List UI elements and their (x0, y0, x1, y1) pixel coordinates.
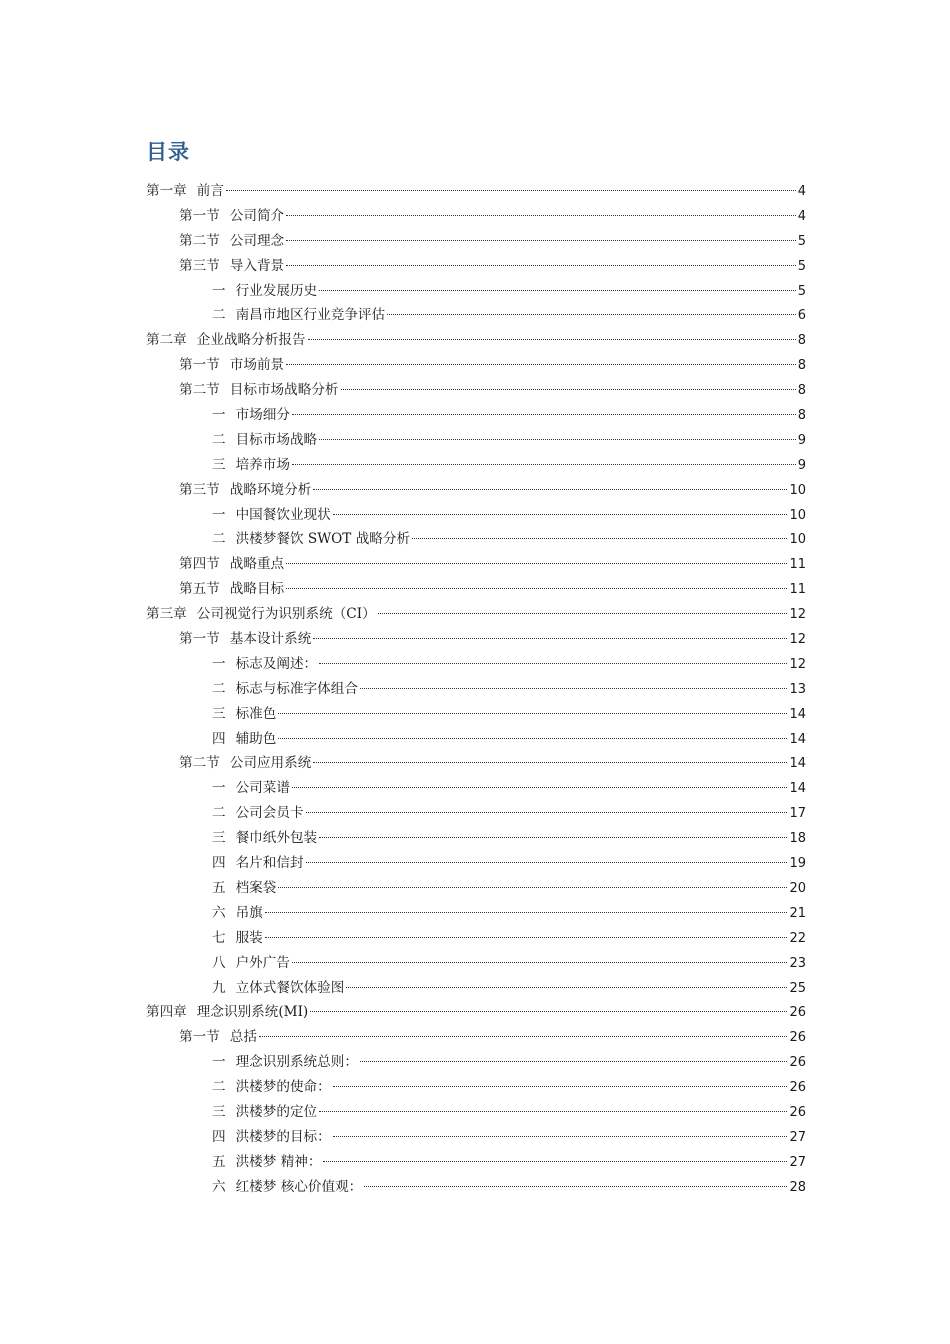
toc-entry-page: 8 (797, 408, 806, 424)
toc-entry[interactable] (146, 1125, 806, 1150)
toc-entry-page: 20 (789, 880, 806, 896)
toc-entry[interactable] (146, 926, 806, 951)
toc-entry-page: 5 (797, 233, 806, 249)
toc-entry-text: 服装 (235, 929, 263, 946)
toc-entry-text: 洪楼梦的目标： (235, 1128, 331, 1145)
dot-leader (286, 364, 796, 365)
toc-entry-number: 第二章 (146, 332, 187, 349)
toc-entry-number: 第三节 (179, 481, 220, 498)
toc-entry-text: 理念识别系统(MI) (196, 1004, 309, 1021)
dot-leader (265, 912, 788, 913)
dot-leader (306, 812, 788, 813)
dot-leader (364, 1186, 787, 1187)
toc-entry-number: 三 (212, 830, 226, 847)
toc-entry-text: 基本设计系统 (229, 631, 312, 648)
dot-leader (333, 514, 788, 515)
toc-entry-number: 第一章 (146, 183, 187, 199)
toc-entry-page: 19 (789, 856, 806, 872)
dot-leader (259, 1036, 787, 1037)
toc-entry-page: 21 (789, 905, 806, 921)
toc-entry-number: 第一节 (179, 1029, 220, 1046)
dot-leader (341, 389, 796, 390)
toc-entry[interactable] (146, 503, 806, 528)
dot-leader (333, 1086, 788, 1087)
dot-leader (313, 489, 787, 490)
dot-leader (378, 613, 788, 614)
dot-leader (308, 339, 796, 340)
toc-entry-text: 洪楼梦餐饮 SWOT 战略分析 (235, 531, 411, 548)
toc-entry-text: 目标市场战略 (235, 431, 318, 448)
toc-entry[interactable] (146, 702, 806, 727)
toc-entry-number: 第二节 (179, 232, 220, 249)
toc-entry-text: 战略环境分析 (229, 481, 312, 498)
toc-entry-text: 红楼梦 核心价值观： (235, 1178, 363, 1195)
dot-leader (265, 937, 788, 938)
toc-entry-number: 三 (212, 705, 226, 722)
toc-entry[interactable] (146, 229, 806, 254)
toc-entry-number: 六 (212, 904, 226, 921)
toc-entry-number: 四 (212, 730, 226, 747)
dot-leader (319, 1111, 787, 1112)
dot-leader (306, 862, 788, 863)
toc-entry-text: 标准色 (235, 705, 277, 722)
toc-entry[interactable] (146, 453, 806, 478)
toc-entry-number: 第一节 (179, 207, 220, 224)
dot-leader (278, 713, 787, 714)
toc-entry-text: 导入背景 (229, 257, 285, 274)
dot-leader (323, 1161, 787, 1162)
toc-entry[interactable] (146, 901, 806, 926)
toc-entry-text: 公司应用系统 (229, 755, 312, 772)
toc-entry-text: 培养市场 (235, 456, 290, 473)
toc-entry-text: 公司理念 (229, 232, 285, 249)
dot-leader (286, 265, 796, 266)
toc-entry[interactable] (146, 254, 806, 279)
dot-leader (292, 414, 796, 415)
toc-entry-number: 第三节 (179, 257, 220, 274)
toc-entry-number: 四 (212, 855, 226, 872)
toc-entry-page: 26 (789, 1030, 806, 1046)
toc-entry-page: 10 (789, 507, 806, 523)
toc-entry[interactable] (146, 478, 806, 503)
toc-entry[interactable] (146, 1150, 806, 1175)
toc-entry[interactable] (146, 677, 806, 702)
dot-leader (319, 837, 787, 838)
toc-entry[interactable] (146, 801, 806, 826)
toc-entry-number: 第二节 (179, 755, 220, 772)
toc-entry-text: 标志与标准字体组合 (235, 680, 358, 697)
toc-entry-page: 12 (789, 607, 806, 623)
toc-entry[interactable] (146, 279, 806, 304)
toc-entry-number: 第二节 (179, 382, 220, 399)
toc-entry-text: 立体式餐饮体验图 (235, 979, 345, 996)
toc-entry-number: 二 (212, 1079, 226, 1096)
dot-leader (292, 787, 787, 788)
toc-entry-text: 前言 (196, 183, 224, 199)
toc-entry-text: 目标市场战略分析 (229, 382, 339, 399)
dot-leader (319, 290, 796, 291)
dot-leader (286, 240, 796, 241)
toc-entry-number: 二 (212, 805, 226, 822)
toc-entry-page: 17 (789, 806, 806, 822)
toc-entry-page: 18 (789, 831, 806, 847)
toc-entry-page: 14 (789, 781, 806, 797)
toc-entry[interactable] (146, 428, 806, 453)
dot-leader (278, 887, 787, 888)
toc-entry-page: 27 (789, 1154, 806, 1170)
toc-entry-number: 一 (212, 506, 226, 523)
toc-entry-text: 企业战略分析报告 (196, 332, 306, 349)
toc-entry-page: 8 (797, 333, 806, 349)
toc-entry-number: 一 (212, 407, 226, 424)
toc-entry-page: 26 (789, 1080, 806, 1096)
dot-leader (387, 314, 796, 315)
toc-entry-number: 四 (212, 1128, 226, 1145)
toc-entry-text: 名片和信封 (235, 855, 304, 872)
toc-entry-number: 第一节 (179, 631, 220, 648)
toc-entry-text: 市场细分 (235, 407, 290, 424)
toc-entry[interactable] (146, 328, 806, 353)
toc-entry-page: 11 (789, 557, 806, 573)
toc-entry-number: 三 (212, 456, 226, 473)
toc-entry[interactable] (146, 1050, 806, 1075)
toc-entry[interactable] (146, 303, 806, 328)
toc-entry-number: 第四节 (179, 556, 220, 573)
dot-leader (226, 190, 796, 191)
toc-entry-page: 14 (789, 731, 806, 747)
toc-entry-page: 4 (797, 184, 806, 199)
toc-entry-page: 26 (789, 1005, 806, 1021)
dot-leader (286, 588, 787, 589)
toc-entry-text: 洪楼梦的定位 (235, 1103, 318, 1120)
toc-entry-text: 标志及阐述： (235, 655, 318, 672)
toc-entry-text: 理念识别系统总则： (235, 1054, 358, 1071)
toc-entry[interactable] (146, 776, 806, 801)
toc-entry-page: 8 (797, 358, 806, 374)
toc-entry-number: 二 (212, 531, 226, 548)
dot-leader (346, 987, 787, 988)
dot-leader (412, 538, 787, 539)
dot-leader (360, 1061, 788, 1062)
toc-entry-page: 5 (797, 283, 806, 299)
toc-entry-number: 二 (212, 307, 226, 324)
toc-entry-text: 户外广告 (235, 954, 290, 971)
dot-leader (292, 962, 787, 963)
toc-entry-page: 26 (789, 1104, 806, 1120)
toc-entry[interactable] (146, 602, 806, 627)
toc-entry[interactable] (146, 1075, 806, 1100)
dot-leader (286, 563, 787, 564)
toc-entry[interactable] (146, 876, 806, 901)
toc-entry-text: 公司视觉行为识别系统（CI） (196, 606, 376, 623)
toc-entry-text: 公司简介 (229, 207, 285, 224)
toc-entry-text: 档案袋 (235, 879, 277, 896)
toc-entry-text: 行业发展历史 (235, 282, 318, 299)
toc-entry-page: 26 (789, 1055, 806, 1071)
toc-entry-text: 洪楼梦的使命： (235, 1079, 331, 1096)
toc-entry-number: 八 (212, 954, 226, 971)
toc-entry-number: 三 (212, 1103, 226, 1120)
dot-leader (360, 688, 788, 689)
toc-entry[interactable] (146, 204, 806, 229)
dot-leader (286, 215, 796, 216)
toc-entry[interactable] (146, 851, 806, 876)
toc-entry-text: 市场前景 (229, 357, 285, 374)
dot-leader (292, 464, 796, 465)
toc-entry-page: 10 (789, 482, 806, 498)
toc-entry[interactable] (146, 727, 806, 752)
toc-entry-number: 第三章 (146, 606, 187, 623)
toc-entry-number: 七 (212, 929, 226, 946)
toc-entry[interactable] (146, 1100, 806, 1125)
toc-entry-page: 8 (797, 383, 806, 399)
toc-entry-page: 5 (797, 258, 806, 274)
toc-entry-text: 南昌市地区行业竞争评估 (235, 307, 386, 324)
toc-entry-text: 餐巾纸外包装 (235, 830, 318, 847)
toc-entry-page: 4 (797, 208, 806, 224)
toc-entry-number: 一 (212, 780, 226, 797)
toc-entry-number: 五 (212, 1153, 226, 1170)
toc-entry-number: 第一节 (179, 357, 220, 374)
toc-entry-page: 14 (789, 706, 806, 722)
toc-entry[interactable] (146, 403, 806, 428)
toc-entry[interactable] (146, 577, 806, 602)
toc-entry[interactable] (146, 1175, 806, 1200)
dot-leader (319, 663, 787, 664)
toc-entry-page: 12 (789, 632, 806, 648)
dot-leader (333, 1136, 788, 1137)
toc-entry-number: 一 (212, 655, 226, 672)
dot-leader (278, 738, 787, 739)
toc-entry[interactable] (146, 951, 806, 976)
toc-entry[interactable] (146, 751, 806, 776)
toc-entry-page: 22 (789, 930, 806, 946)
toc-entry-number: 九 (212, 979, 226, 996)
toc-entry[interactable] (146, 627, 806, 652)
toc-entry-number: 二 (212, 431, 226, 448)
toc-entry-text: 吊旗 (235, 904, 263, 921)
toc-entry[interactable] (146, 179, 806, 204)
toc-entry-text: 战略目标 (229, 581, 285, 598)
toc-entry-page: 14 (789, 756, 806, 772)
toc-entry[interactable] (146, 552, 806, 577)
toc-entry-number: 一 (212, 1054, 226, 1071)
toc-entry-page: 12 (789, 656, 806, 672)
toc-entry-text: 公司会员卡 (235, 805, 304, 822)
toc-entry-number: 第五节 (179, 581, 220, 598)
toc-entry-page: 13 (789, 681, 806, 697)
toc-entry[interactable] (146, 353, 806, 378)
toc-entry-page: 10 (789, 532, 806, 548)
toc-entry[interactable] (146, 652, 806, 677)
dot-leader (313, 638, 787, 639)
toc-entry-number: 六 (212, 1178, 226, 1195)
toc-entry-text: 战略重点 (229, 556, 285, 573)
toc-entry[interactable] (146, 378, 806, 403)
toc-entry-page: 9 (797, 457, 806, 473)
toc-entry-text: 总括 (229, 1029, 257, 1046)
toc-entry-text: 洪楼梦 精神： (235, 1153, 322, 1170)
toc-entry-page: 27 (789, 1129, 806, 1145)
toc-entry-number: 二 (212, 680, 226, 697)
dot-leader (319, 439, 796, 440)
toc-entry-number: 五 (212, 879, 226, 896)
toc-entry-page: 25 (789, 980, 806, 996)
dot-leader (313, 762, 787, 763)
toc-entry-page: 9 (797, 432, 806, 448)
toc-entry-number: 第四章 (146, 1004, 187, 1021)
toc-entry-page: 23 (789, 955, 806, 971)
toc-entry[interactable] (146, 826, 806, 851)
toc-title: 目录 (146, 140, 190, 164)
toc-entry-page: 11 (789, 582, 806, 598)
toc-entry-number: 一 (212, 282, 226, 299)
dot-leader (310, 1011, 787, 1012)
table-of-contents (146, 179, 806, 1200)
toc-entry-page: 28 (789, 1179, 806, 1195)
toc-entry-text: 辅助色 (235, 730, 277, 747)
toc-entry[interactable] (146, 527, 806, 552)
toc-entry[interactable] (146, 976, 806, 1001)
toc-entry-text: 公司菜谱 (235, 780, 290, 797)
toc-entry-page: 6 (797, 308, 806, 324)
toc-entry[interactable] (146, 1025, 806, 1050)
toc-entry[interactable] (146, 1000, 806, 1025)
toc-entry-text: 中国餐饮业现状 (235, 506, 331, 523)
